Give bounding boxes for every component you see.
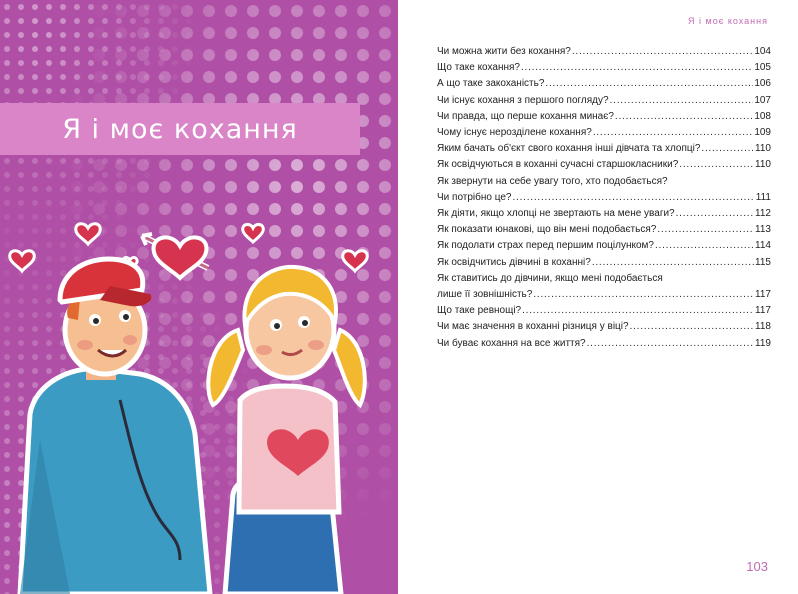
toc-leader-dots: [592, 255, 754, 271]
right-page-contents: [398, 0, 798, 594]
toc-leader-dots: [522, 303, 754, 319]
toc-entry-title: Що таке ревнощі?: [437, 305, 522, 317]
toc-entry-first-line[interactable]: Як звернути на себе увагу того, хто подобається?: [437, 175, 668, 187]
toc-entry[interactable]: [437, 238, 771, 254]
toc-entry-page: 117: [755, 305, 771, 317]
toc-leader-dots: [545, 76, 753, 92]
toc-entry-page: 113: [755, 224, 771, 236]
toc-entry-title: Чи потрібно це?: [437, 191, 512, 203]
toc-entry-title: Як освідчуються в коханні сучасні старшокласники?: [437, 159, 679, 171]
toc-entry-page: 117: [755, 289, 771, 301]
toc-entry[interactable]: [437, 319, 771, 335]
toc-entry-title: Чи існує кохання з першого погляду?: [437, 94, 609, 106]
running-head: Я і моє кохання: [688, 16, 768, 26]
chapter-title: Я і моє кохання: [62, 113, 298, 145]
toc-entry[interactable]: [437, 157, 771, 173]
toc-leader-dots: [701, 141, 754, 157]
toc-leader-dots: [655, 238, 754, 254]
toc-entry-title: А що таке закоханість?: [437, 78, 545, 90]
toc-entry-page: 110: [755, 143, 771, 155]
toc-entry-title: Чи правда, що перше кохання минає?: [437, 110, 614, 122]
toc-entry[interactable]: [437, 303, 771, 319]
girl-figure: [208, 267, 365, 594]
toc-entry[interactable]: [437, 44, 771, 60]
toc-entry-page: 107: [754, 94, 771, 106]
toc-entry-page: 111: [755, 191, 771, 203]
toc-entry-page: 110: [755, 159, 771, 171]
toc-leader-dots: [679, 157, 754, 173]
page-number: 103: [746, 559, 768, 574]
toc-entry-title: Чи буває кохання на все життя?: [437, 337, 586, 349]
toc-entry-title: Як подолати страх перед першим поцілунком?: [437, 240, 654, 252]
toc-entry[interactable]: [437, 190, 771, 206]
toc-leader-dots: [587, 336, 754, 352]
toc-leader-dots: [630, 319, 754, 335]
toc-entry[interactable]: [437, 76, 771, 92]
toc-entry-page: 118: [755, 321, 771, 333]
toc-entry[interactable]: [437, 141, 771, 157]
toc-entry-title: Як освідчитись дівчині в коханні?: [437, 256, 591, 268]
toc-entry-page: 109: [754, 127, 771, 139]
toc-entry-title: Яким бачать об'єкт свого кохання інші дівчата та хлопці?: [437, 143, 701, 155]
toc-entry[interactable]: [437, 206, 771, 222]
toc-leader-dots: [615, 109, 753, 125]
toc-leader-dots: [521, 60, 753, 76]
toc-entry[interactable]: [437, 93, 771, 109]
arrow-heart-icon: [142, 234, 208, 278]
boy-figure: [20, 259, 210, 594]
toc-leader-dots: [676, 206, 754, 222]
toc-leader-dots: [610, 93, 754, 109]
toc-entry-page: 105: [754, 62, 771, 74]
toc-entry[interactable]: [437, 222, 771, 238]
toc-entry-page: 104: [754, 46, 771, 57]
toc-entry[interactable]: [437, 287, 771, 303]
toc-entry[interactable]: [437, 336, 771, 352]
toc-entry-page: 112: [755, 208, 771, 220]
toc-leader-dots: [593, 125, 754, 141]
toc-entry-title: Що таке кохання?: [437, 62, 520, 74]
toc-entry-title: Чи можна жити без кохання?: [437, 46, 571, 57]
couple-illustration: [0, 0, 398, 594]
toc-entry-title: Чому існує нерозділене кохання?: [437, 127, 592, 139]
toc-entry[interactable]: [437, 125, 771, 141]
toc-entry[interactable]: [437, 60, 771, 76]
left-page-illustration: [0, 0, 398, 594]
toc-entry-title: Чи має значення в коханні різниця у віці?: [437, 321, 629, 333]
toc-entry-title: Як діяти, якщо хлопці не звертають на мене уваги?: [437, 208, 675, 220]
toc-entry-page: 108: [754, 110, 771, 122]
toc-leader-dots: [512, 190, 754, 206]
toc-entry[interactable]: [437, 109, 771, 125]
toc-entry-page: 114: [755, 240, 771, 252]
toc-entry[interactable]: [437, 255, 771, 271]
toc-entry-page: 106: [754, 78, 771, 90]
toc-leader-dots: [572, 44, 753, 60]
toc-entry-first-line[interactable]: Як ставитись до дівчини, якщо мені подобається: [437, 272, 663, 284]
toc-entry-title: Як показати юнакові, що він мені подобається?: [437, 224, 657, 236]
table-of-contents: [437, 44, 771, 352]
toc-entry-title: лише її зовнішність?: [437, 289, 533, 301]
toc-leader-dots: [533, 287, 754, 303]
toc-leader-dots: [657, 222, 754, 238]
toc-entry-page: 115: [755, 256, 771, 268]
toc-entry-page: 119: [755, 337, 771, 349]
